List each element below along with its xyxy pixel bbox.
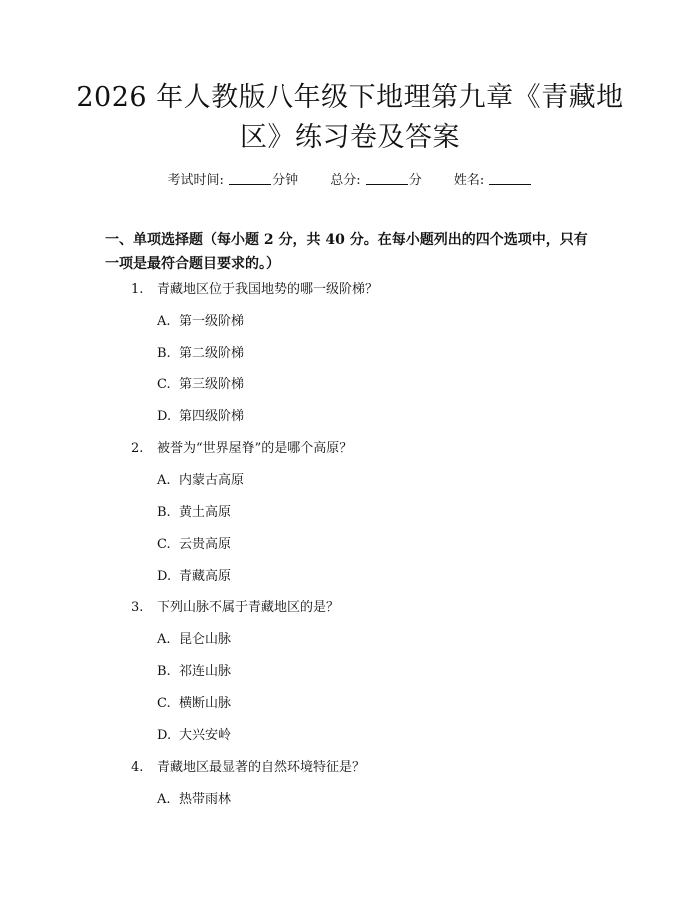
option-label: B. bbox=[157, 664, 171, 679]
option-2a bbox=[157, 472, 244, 490]
question-text: 青藏地区最显著的自然环境特征是？ bbox=[157, 760, 366, 775]
option-3d bbox=[157, 727, 231, 745]
question-number: 1. bbox=[131, 282, 144, 297]
option-4a bbox=[157, 791, 231, 809]
option-text: 大兴安岭 bbox=[179, 728, 232, 743]
option-text: 内蒙古高原 bbox=[179, 473, 245, 488]
option-1c bbox=[157, 376, 244, 394]
option-label: D. bbox=[157, 728, 172, 743]
total-score-field bbox=[330, 169, 422, 188]
option-text: 昆仑山脉 bbox=[179, 632, 232, 647]
option-2b bbox=[157, 504, 231, 522]
question-text: 青藏地区位于我国地势的哪一级阶梯？ bbox=[157, 282, 379, 297]
total-score-label: 总分: bbox=[330, 173, 361, 188]
option-text: 第一级阶梯 bbox=[179, 314, 245, 329]
question-4 bbox=[131, 759, 365, 777]
option-3b bbox=[157, 663, 231, 681]
option-label: B. bbox=[157, 346, 171, 361]
option-1a bbox=[157, 313, 244, 331]
option-text: 云贵高原 bbox=[179, 537, 232, 552]
document-title bbox=[60, 78, 640, 158]
question-number: 2. bbox=[131, 441, 144, 456]
option-label: A. bbox=[157, 632, 171, 647]
title-line-2: 区》练习卷及答案 bbox=[240, 122, 460, 153]
exam-info-line bbox=[0, 169, 700, 188]
option-2c bbox=[157, 536, 231, 554]
question-1 bbox=[131, 281, 378, 299]
option-1b bbox=[157, 345, 244, 363]
question-number: 4. bbox=[131, 760, 144, 775]
exam-time-blank[interactable] bbox=[229, 171, 271, 185]
exam-time-label: 考试时间: bbox=[167, 173, 224, 188]
option-2d bbox=[157, 568, 231, 586]
section-heading: 一、单项选择题（每小题 2 分，共 40 分。在每小题列出的四个选项中，只有一项是最符合题目要求的。） bbox=[105, 232, 588, 272]
option-label: A. bbox=[157, 473, 171, 488]
name-blank[interactable] bbox=[489, 171, 531, 185]
question-number: 3. bbox=[131, 600, 144, 615]
question-2 bbox=[131, 440, 352, 458]
option-label: B. bbox=[157, 505, 171, 520]
total-score-blank[interactable] bbox=[366, 171, 408, 185]
option-text: 青藏高原 bbox=[179, 569, 232, 584]
option-label: A. bbox=[157, 314, 171, 329]
question-text: 被誉为“世界屋脊”的是哪个高原？ bbox=[157, 441, 353, 456]
option-1d bbox=[157, 408, 244, 426]
option-label: C. bbox=[157, 537, 171, 552]
total-score-unit: 分 bbox=[408, 173, 422, 188]
exam-time-field bbox=[168, 169, 299, 188]
exam-time-unit: 分钟 bbox=[272, 173, 299, 188]
option-text: 黄土高原 bbox=[179, 505, 232, 520]
option-label: C. bbox=[157, 377, 171, 392]
option-3c bbox=[157, 695, 231, 713]
option-text: 第二级阶梯 bbox=[179, 346, 245, 361]
name-field bbox=[454, 169, 533, 188]
option-text: 祁连山脉 bbox=[179, 664, 232, 679]
title-line-1: 2026 年人教版八年级下地理第九章《青藏地 bbox=[76, 82, 624, 113]
option-text: 第四级阶梯 bbox=[179, 409, 245, 424]
option-3a bbox=[157, 631, 231, 649]
option-text: 热带雨林 bbox=[179, 792, 232, 807]
question-3 bbox=[131, 599, 339, 617]
question-text: 下列山脉不属于青藏地区的是？ bbox=[157, 600, 340, 615]
name-label: 姓名: bbox=[453, 173, 485, 188]
option-label: C. bbox=[157, 696, 171, 711]
option-text: 横断山脉 bbox=[179, 696, 232, 711]
option-label: D. bbox=[157, 409, 172, 424]
option-text: 第三级阶梯 bbox=[179, 377, 245, 392]
option-label: A. bbox=[157, 792, 171, 807]
option-label: D. bbox=[157, 569, 172, 584]
